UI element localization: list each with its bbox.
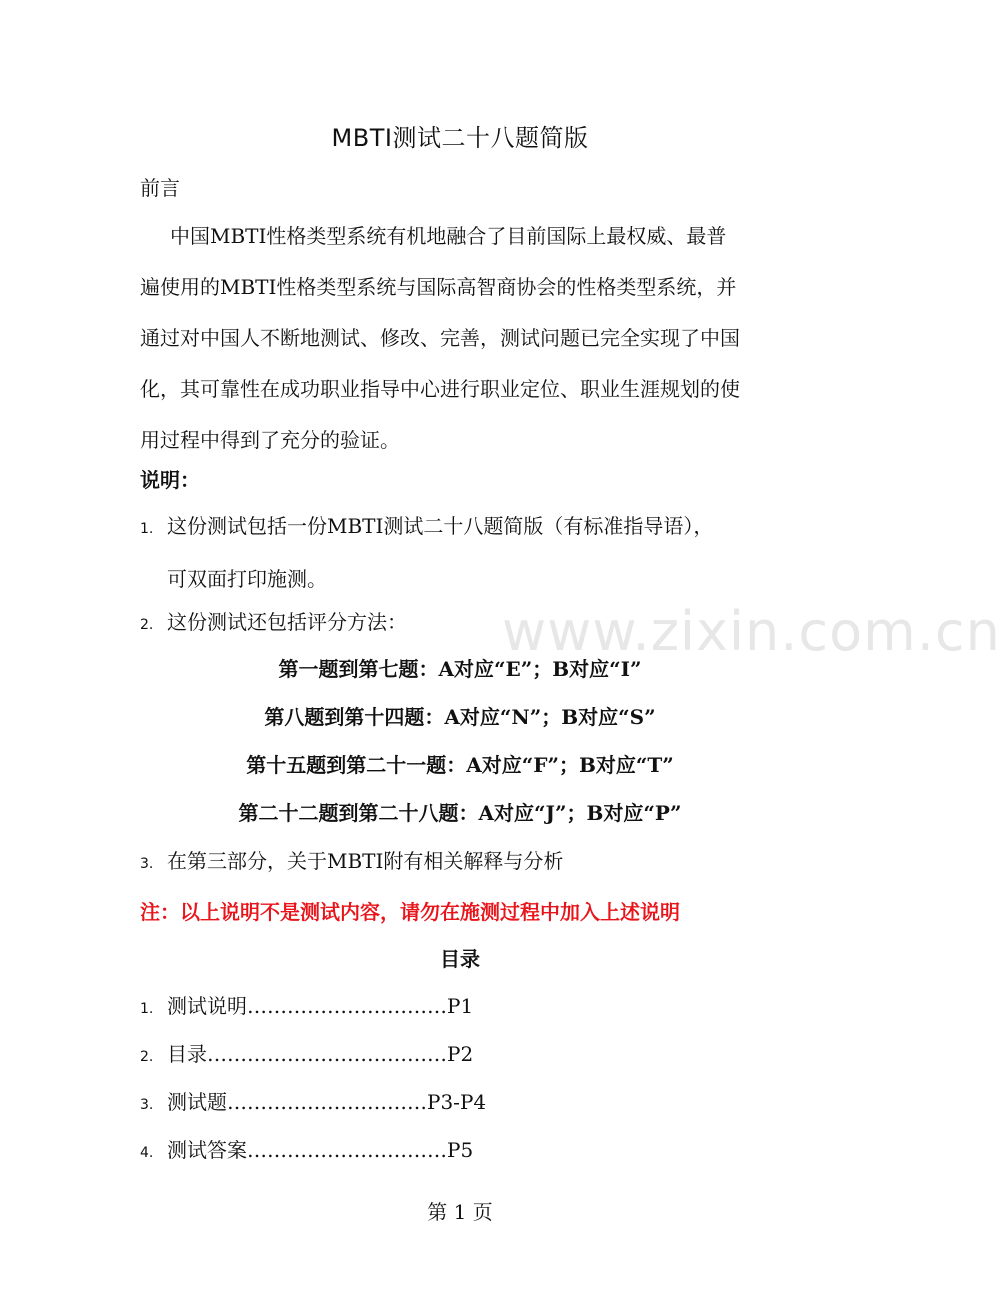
- note-text: 在第三部分，关于MBTI附有相关解释与分析: [167, 849, 564, 873]
- scoring-rule: 第一题到第七题：A对应“E”；B对应“I”: [278, 657, 642, 681]
- note-item: [140, 501, 790, 604]
- scoring-rule: 第十五题到第二十一题：A对应“F”；B对应“T”: [246, 753, 674, 777]
- toc-item: [140, 1125, 790, 1178]
- toc-entry: 测试答案…………………………P5: [167, 1138, 474, 1162]
- toc-entry: 测试说明…………………………P1: [167, 994, 474, 1018]
- page-number: 第 1 页: [427, 1200, 493, 1224]
- toc-entry: 测试题…………………………P3-P4: [167, 1090, 487, 1114]
- toc-number: 3.: [140, 1097, 154, 1113]
- preface-heading: 前言: [140, 176, 180, 200]
- note-text: 这份测试还包括评分方法：: [167, 610, 407, 634]
- toc-item: [140, 1029, 790, 1082]
- note-number: 2.: [140, 617, 154, 633]
- preface-line: 通过对中国人不断地测试、修改、完善，测试问题已完全实现了中国: [140, 326, 740, 350]
- toc-number: 4.: [140, 1145, 154, 1161]
- notes-label: 说明：: [140, 468, 200, 492]
- toc-item: [140, 981, 790, 1034]
- toc-title: 目录: [440, 947, 480, 971]
- toc-number: 1.: [140, 1001, 154, 1017]
- note-item: [140, 597, 790, 650]
- preface-line: 化，其可靠性在成功职业指导中心进行职业定位、职业生涯规划的使: [140, 377, 740, 401]
- scoring-rule: 第二十二题到第二十八题：A对应“J”；B对应“P”: [238, 801, 682, 825]
- watermark: www.zixin.com.cn: [502, 600, 1001, 663]
- preface-line: 用过程中得到了充分的验证。: [140, 428, 400, 452]
- note-item: [140, 836, 790, 889]
- scoring-rule: 第八题到第十四题：A对应“N”；B对应“S”: [264, 705, 656, 729]
- toc-item: [140, 1077, 790, 1130]
- note-number: 3.: [140, 856, 154, 872]
- preface-line: 遍使用的MBTI性格类型系统与国际高智商协会的性格类型系统，并: [140, 275, 737, 299]
- toc-number: 2.: [140, 1049, 154, 1065]
- toc-entry: 目录………………………………P2: [167, 1042, 474, 1066]
- warning-note: 注：以上说明不是测试内容，请勿在施测过程中加入上述说明: [140, 900, 680, 924]
- preface-body: [140, 211, 790, 466]
- note-number: 1.: [140, 521, 154, 537]
- note-text: 这份测试包括一份MBTI测试二十八题简版（有标准指导语），: [167, 514, 714, 538]
- note-text-continued: 可双面打印施测。: [167, 567, 327, 591]
- preface-line: 中国MBTI性格类型系统有机地融合了目前国际上最权威、最普: [170, 224, 727, 248]
- document-title: MBTI测试二十八题简版: [331, 124, 589, 152]
